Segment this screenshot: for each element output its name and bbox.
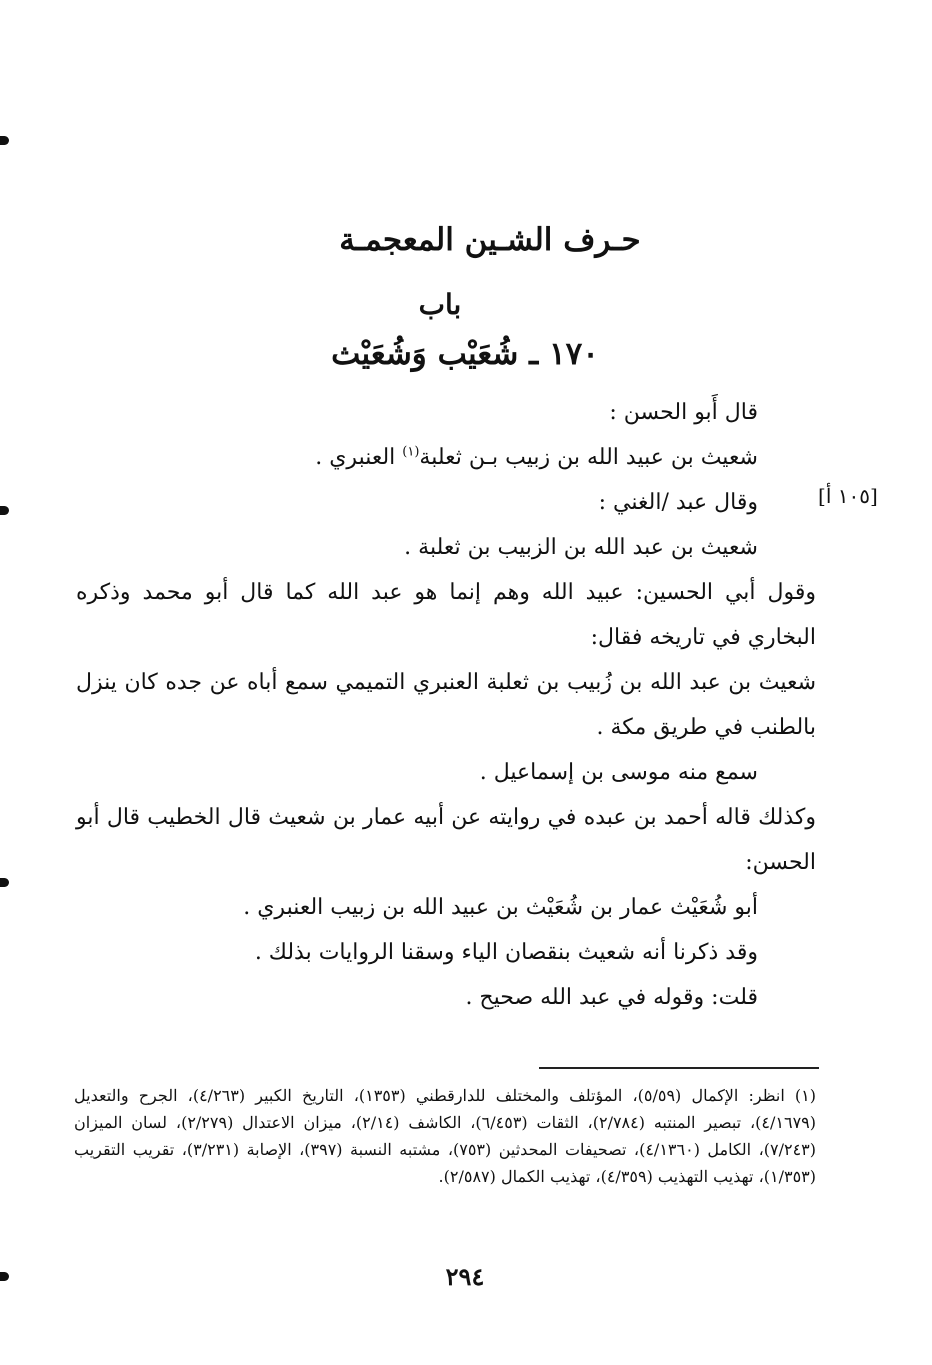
scan-edge-mark	[0, 136, 9, 145]
footnote: (١) انظر: الإكمال (٥/٥٩)، المؤتلف والمختلف للدارقطني (١٣٥٣)، التاريخ الكبير (٤/٢٦٣)، الجرح والتعديل (٤/١٦٧٩)، تبصير المنتبه (٢/٧٨٤)، الثقات (٦/٤٥٣)، الكاشف (٢/١٤)، ميزان الاعتدال (٢/٢٧٩)، لسان الميزان (٧/٢٤٣)، الكامل (٤/١٣٦٠)، تصحيفات المحدثين (٧٥٣)، مشتبه النسبة (٣٩٧)، الإصابة (٣/٢٣١)، تقريب التقريب (١/٣٥٣)، تهذيب التهذيب (٤/٣٥٩)، تهذيب الكمال (٢/٥٨٧).	[74, 1086, 816, 1186]
paragraph-8: وكذلك قاله أحمد بن عبده في روايته عن أبيه عمار بن شعيث قال الخطيب قال أبو الحسن:	[76, 805, 816, 875]
paragraph-5: وقول أبي الحسين: عبيد الله وهم إنما هو عبد الله كما قال أبو محمد وذكره البخاري في تاريخه فقال:	[76, 580, 816, 650]
paragraph-6: شعيث بن عبد الله بن زُبيب بن ثعلبة العنبري التميمي سمع أباه عن جده كان ينزل بالطنب في طريق مكة .	[76, 670, 816, 740]
chapter-title: حـرف الشـين المعجمـة	[339, 222, 641, 258]
scan-edge-mark	[0, 878, 9, 887]
paragraph-3: وقال عبد /الغني :	[598, 490, 758, 515]
scan-edge-mark	[0, 506, 9, 515]
paragraph-11: قلت: وقوله في عبد الله صحيح .	[465, 985, 758, 1010]
paragraph-7: سمع منه موسى بن إسماعيل .	[479, 760, 758, 785]
paragraph-2-text: شعيث بن عبيد الله بن زبيب بـن ثعلبة	[419, 445, 758, 470]
paragraph-9: أبو شُعَيْث عمار بن شُعَيْث بن عبيد الله بن زبيب العنبري .	[243, 895, 758, 920]
footnote-reference[interactable]: (١)	[402, 444, 420, 460]
margin-folio-note: [١٠٥ أ]	[818, 484, 878, 508]
paragraph-2	[76, 435, 758, 480]
entry-heading: ١٧٠ ـ شُعَيْب وَشُعَيْث	[331, 336, 599, 372]
paragraph-10: وقد ذكرنا أنه شعيث بنقصان الياء وسقنا الروايات بذلك .	[254, 940, 758, 965]
footnote-separator	[539, 1067, 819, 1069]
scan-edge-mark	[0, 1272, 9, 1281]
paragraph-2-tail: العنبري .	[315, 445, 403, 470]
paragraph-4: شعيث بن عبد الله بن الزبيب بن ثعلبة .	[404, 535, 758, 560]
paragraph-1: قال أَبو الحسن :	[609, 400, 758, 425]
page-number: ٢٩٤	[445, 1262, 485, 1291]
body-text	[76, 390, 816, 1020]
section-label: باب	[418, 288, 462, 321]
